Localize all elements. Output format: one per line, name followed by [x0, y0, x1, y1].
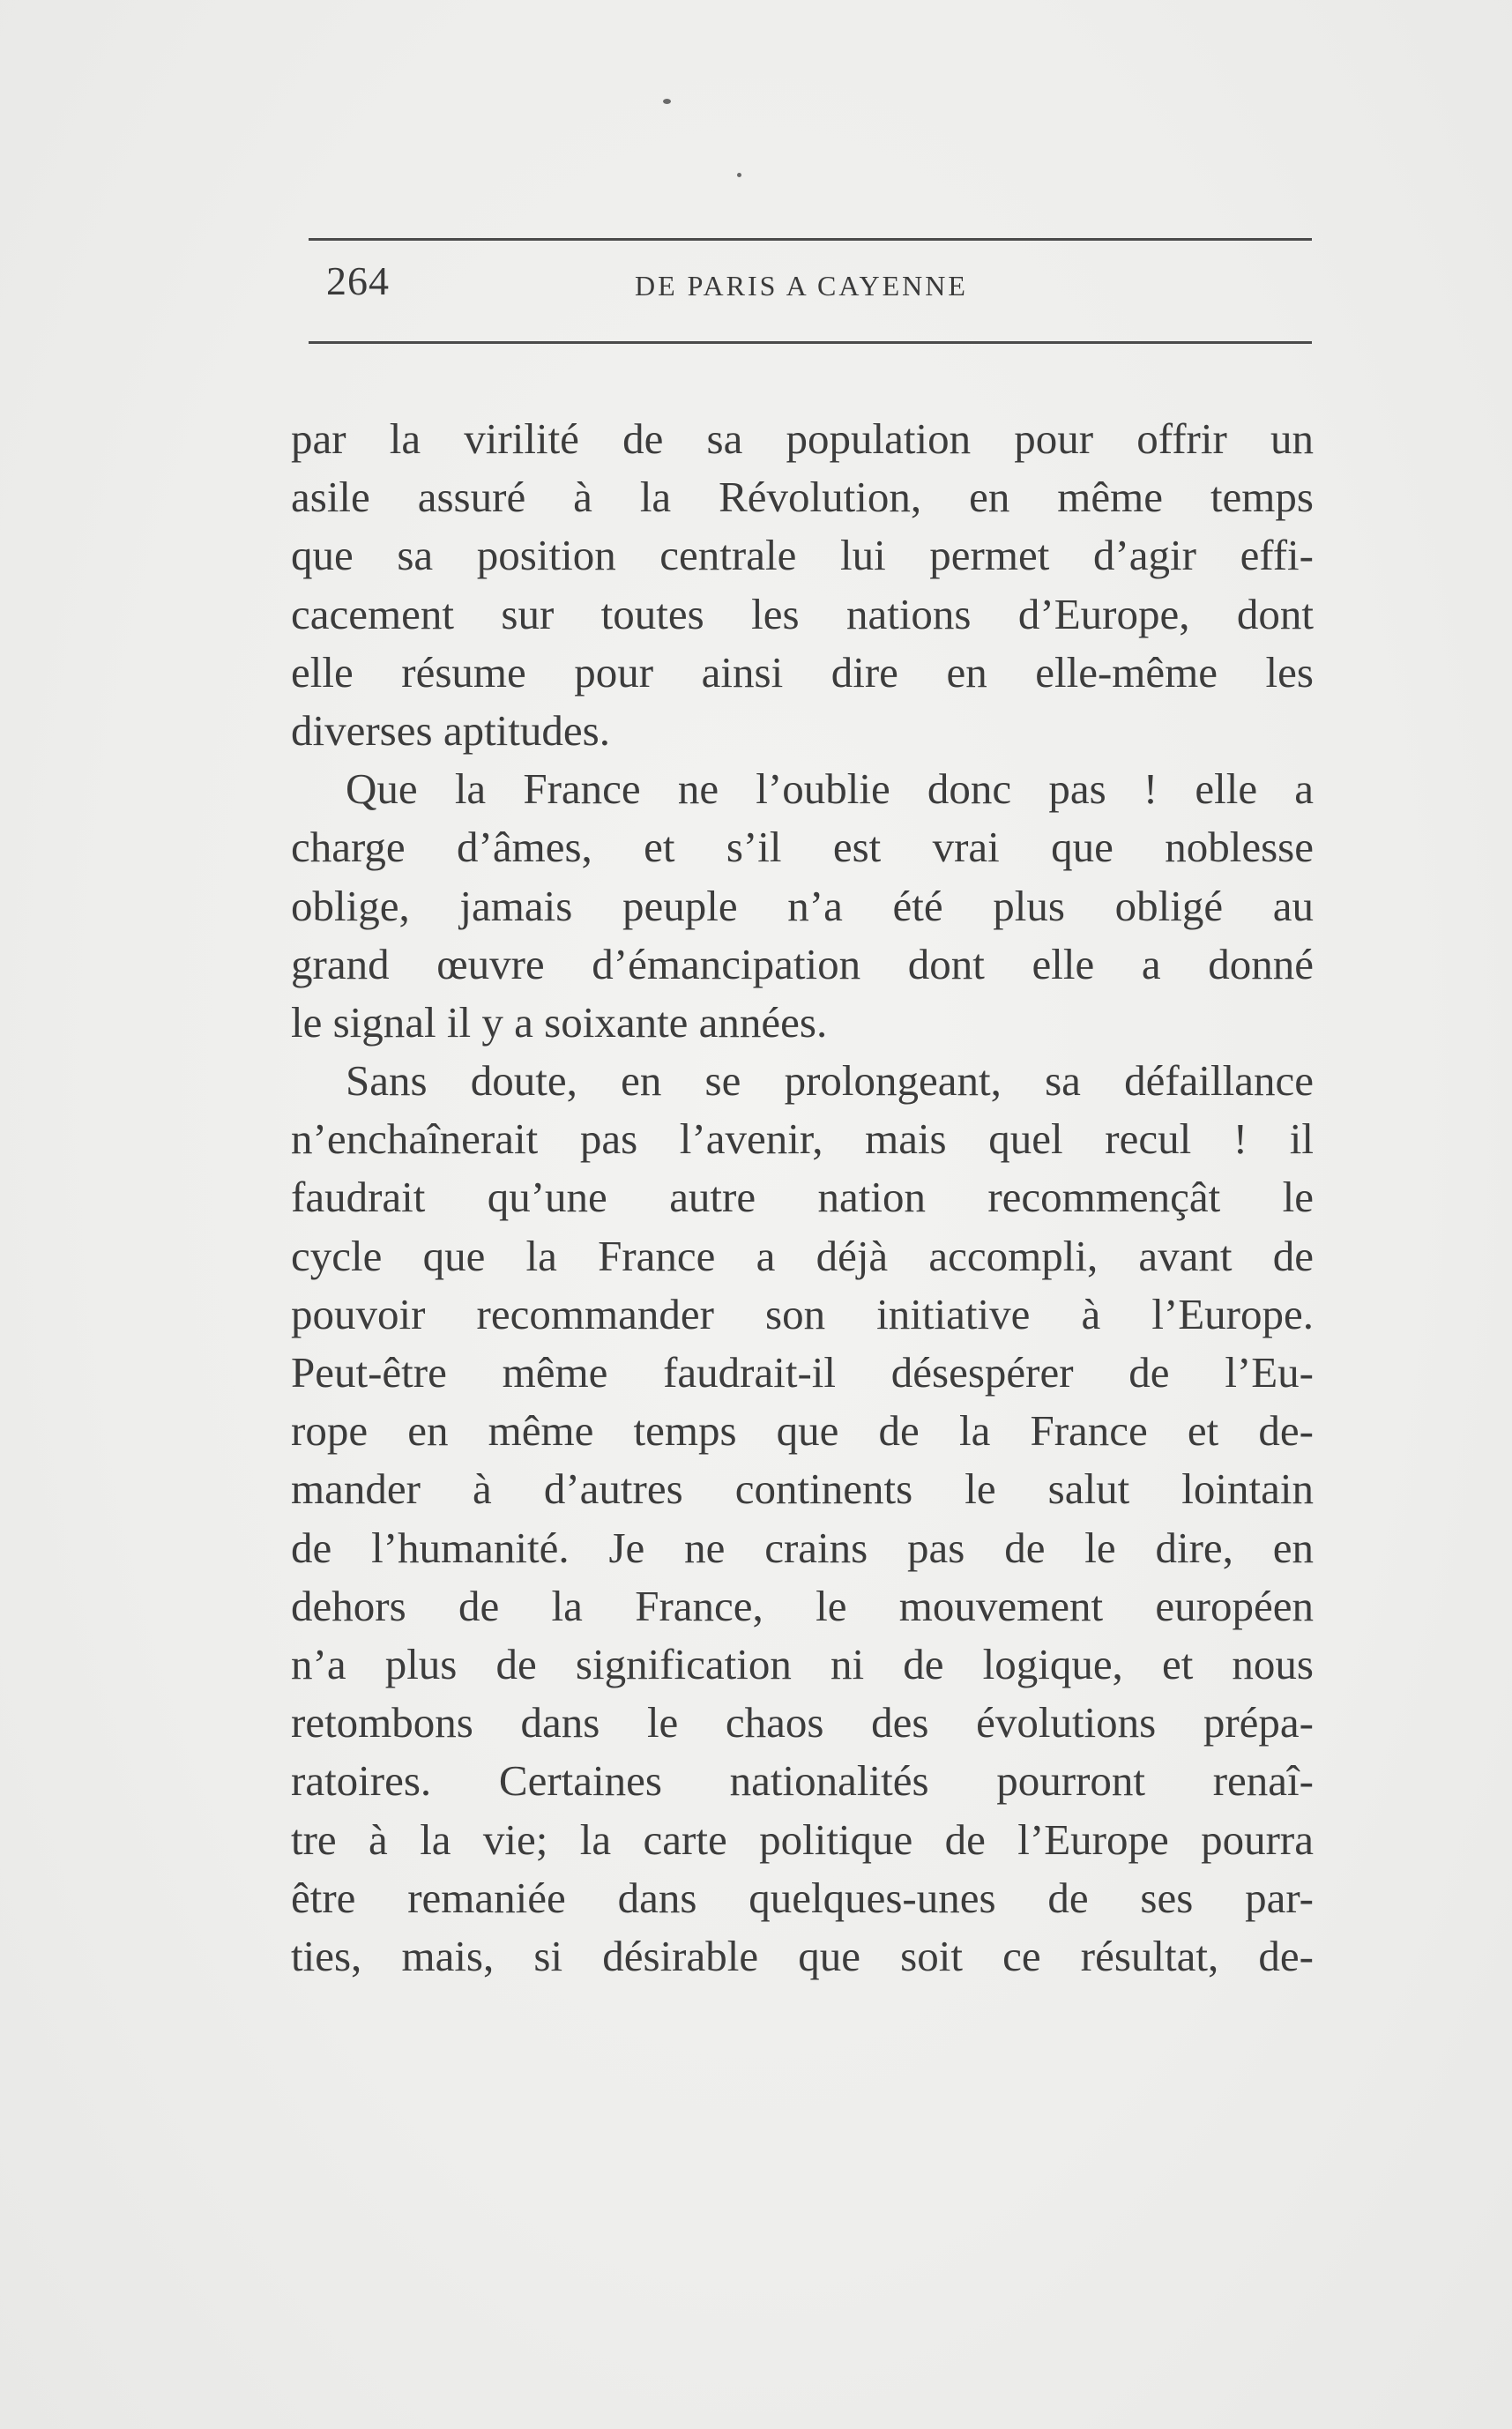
ink-speck [737, 173, 741, 177]
text-line: Que la France ne l’oublie donc pas ! elle a [346, 764, 1314, 814]
header-top-rule [309, 238, 1312, 241]
paragraph [291, 410, 1314, 760]
text-line: Peut-être même faudrait-il désespérer de l’Eu- [291, 1348, 1314, 1397]
paragraph [291, 1052, 1314, 1986]
body-text [291, 410, 1314, 1986]
text-line: être remaniée dans quelques-unes de ses par- [291, 1873, 1314, 1922]
text-line: asile assuré à la Révolution, en même temps [291, 473, 1314, 522]
text-line: charge d’âmes, et s’il est vrai que noblesse [291, 823, 1314, 872]
text-line: grand œuvre d’émancipation dont elle a donné [291, 939, 1314, 988]
text-line: faudrait qu’une autre nation recommençât le [291, 1173, 1314, 1222]
text-line: elle résume pour ainsi dire en elle-même les [291, 647, 1314, 697]
text-line: diverses aptitudes. [291, 705, 610, 755]
text-line: ties, mais, si désirable que soit ce résultat, de- [291, 1931, 1314, 1980]
text-line: par la virilité de sa population pour offrir un [291, 414, 1314, 463]
text-line: cacement sur toutes les nations d’Europe, dont [291, 589, 1314, 638]
text-line: ratoires. Certaines nationalités pourront renaî- [291, 1756, 1314, 1806]
page-header [326, 257, 1296, 319]
paragraph [291, 760, 1314, 1052]
text-line: Sans doute, en se prolongeant, sa défaillance [346, 1056, 1314, 1106]
header-bottom-rule [309, 341, 1312, 344]
text-line: oblige, jamais peuple n’a été plus obligé au [291, 881, 1314, 930]
text-line: pouvoir recommander son initiative à l’Europe. [291, 1289, 1314, 1338]
text-line: que sa position centrale lui permet d’agir effi- [291, 531, 1314, 580]
text-line: cycle que la France a déjà accompli, avant de [291, 1231, 1314, 1280]
text-line: de l’humanité. Je ne crains pas de le dire, en [291, 1523, 1314, 1572]
text-line: n’a plus de signification ni de logique, et nous [291, 1639, 1314, 1688]
running-head: DE PARIS A CAYENNE [635, 270, 968, 302]
text-line: dehors de la France, le mouvement européen [291, 1581, 1314, 1630]
text-line: mander à d’autres continents le salut lointain [291, 1464, 1314, 1514]
text-line: retombons dans le chaos des évolutions prépa- [291, 1698, 1314, 1747]
ink-speck [663, 99, 671, 104]
text-line: le signal il y a soixante années. [291, 997, 828, 1047]
text-line: rope en même temps que de la France et de- [291, 1406, 1314, 1456]
page-number: 264 [326, 258, 390, 303]
text-line: tre à la vie; la carte politique de l’Europe pourra [291, 1814, 1314, 1864]
text-line: n’enchaînerait pas l’avenir, mais quel recul ! il [291, 1114, 1314, 1164]
